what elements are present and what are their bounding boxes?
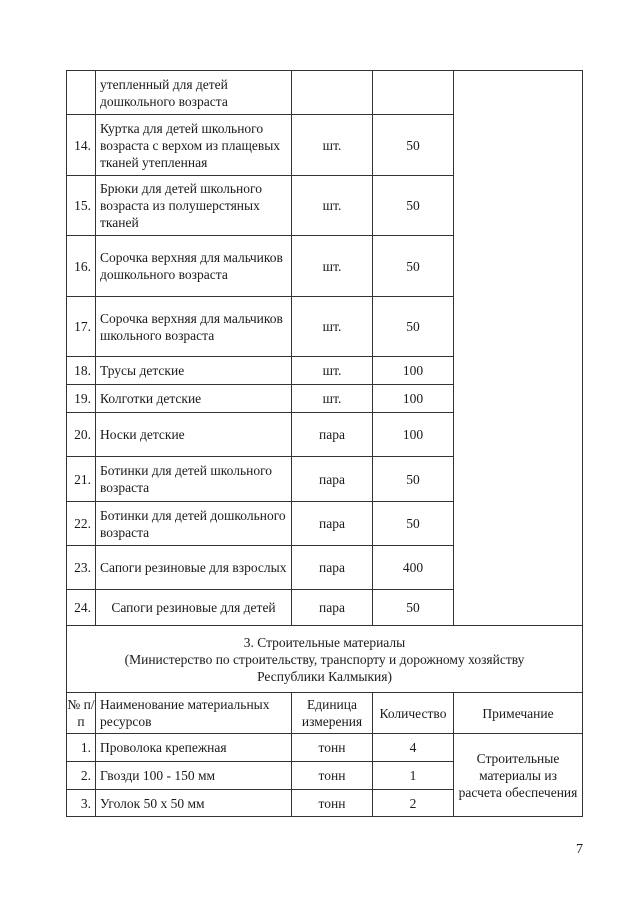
item-name: Сапоги резиновые для детей: [96, 590, 292, 626]
item-quantity: [373, 71, 454, 115]
item-number: 21.: [67, 457, 96, 502]
item-quantity: 50: [373, 115, 454, 176]
material-name: Проволока крепежная: [96, 734, 292, 762]
item-number: [67, 71, 96, 115]
item-name: Сорочка верхняя для мальчиков дошкольного возраста: [96, 236, 292, 297]
item-name: Носки детские: [96, 413, 292, 457]
item-name: Сапоги резиновые для взрослых: [96, 546, 292, 590]
section-ministry: (Министерство по строительству, транспорту и дорожному хозяйству: [124, 651, 525, 667]
section-title: 3. Строительные материалы: [243, 634, 406, 650]
supplies-table: [66, 70, 583, 817]
table-row: [67, 71, 583, 115]
item-quantity: 100: [373, 385, 454, 413]
item-unit: шт.: [292, 385, 373, 413]
item-unit: шт.: [292, 297, 373, 357]
material-quantity: 2: [373, 790, 454, 817]
item-name: утепленный для детей дошкольного возраста: [96, 71, 292, 115]
page-number: 7: [576, 842, 583, 857]
item-quantity: 50: [373, 590, 454, 626]
item-unit: шт.: [292, 115, 373, 176]
material-unit: тонн: [292, 762, 373, 790]
material-number: 2.: [67, 762, 96, 790]
item-unit: шт.: [292, 357, 373, 385]
item-name: Брюки для детей школьного возраста из полушерстяных тканей: [96, 176, 292, 236]
item-name: Ботинки для детей дошкольного возраста: [96, 502, 292, 546]
header-quantity: Количество: [373, 693, 454, 734]
item-unit: шт.: [292, 236, 373, 297]
header-name: Наименование материальных ресурсов: [96, 693, 292, 734]
material-unit: тонн: [292, 734, 373, 762]
item-unit: пара: [292, 502, 373, 546]
item-number: 16.: [67, 236, 96, 297]
item-quantity: 100: [373, 357, 454, 385]
header-note: Примечание: [454, 693, 583, 734]
material-name: Гвозди 100 - 150 мм: [96, 762, 292, 790]
item-name: Колготки детские: [96, 385, 292, 413]
table-row: [67, 734, 583, 762]
item-number: 14.: [67, 115, 96, 176]
notes-column-empty: [454, 71, 583, 626]
item-unit: пара: [292, 457, 373, 502]
item-unit: шт.: [292, 176, 373, 236]
item-number: 18.: [67, 357, 96, 385]
material-number: 3.: [67, 790, 96, 817]
item-quantity: 50: [373, 236, 454, 297]
section-heading: [67, 626, 583, 693]
item-quantity: 50: [373, 457, 454, 502]
item-unit: пара: [292, 590, 373, 626]
materials-note: Строительные материалы из расчета обеспечения: [454, 734, 583, 817]
item-number: 19.: [67, 385, 96, 413]
item-name: Куртка для детей школьного возраста с верхом из плащевых тканей утепленная: [96, 115, 292, 176]
item-number: 23.: [67, 546, 96, 590]
item-name: Трусы детские: [96, 357, 292, 385]
header-number: № п/п: [67, 693, 96, 734]
item-quantity: 400: [373, 546, 454, 590]
item-unit: пара: [292, 413, 373, 457]
item-number: 15.: [67, 176, 96, 236]
item-number: 17.: [67, 297, 96, 357]
material-number: 1.: [67, 734, 96, 762]
item-name: Сорочка верхняя для мальчиков школьного возраста: [96, 297, 292, 357]
item-unit: [292, 71, 373, 115]
header-unit: Единица измерения: [292, 693, 373, 734]
section-heading-row: [67, 626, 583, 693]
material-quantity: 1: [373, 762, 454, 790]
item-quantity: 100: [373, 413, 454, 457]
material-name: Уголок 50 х 50 мм: [96, 790, 292, 817]
item-number: 22.: [67, 502, 96, 546]
item-unit: пара: [292, 546, 373, 590]
item-number: 20.: [67, 413, 96, 457]
item-quantity: 50: [373, 176, 454, 236]
column-header-row: [67, 693, 583, 734]
material-unit: тонн: [292, 790, 373, 817]
item-quantity: 50: [373, 297, 454, 357]
item-name: Ботинки для детей школьного возраста: [96, 457, 292, 502]
item-quantity: 50: [373, 502, 454, 546]
section-republic: Республики Калмыкия): [257, 668, 392, 684]
material-quantity: 4: [373, 734, 454, 762]
item-number: 24.: [67, 590, 96, 626]
